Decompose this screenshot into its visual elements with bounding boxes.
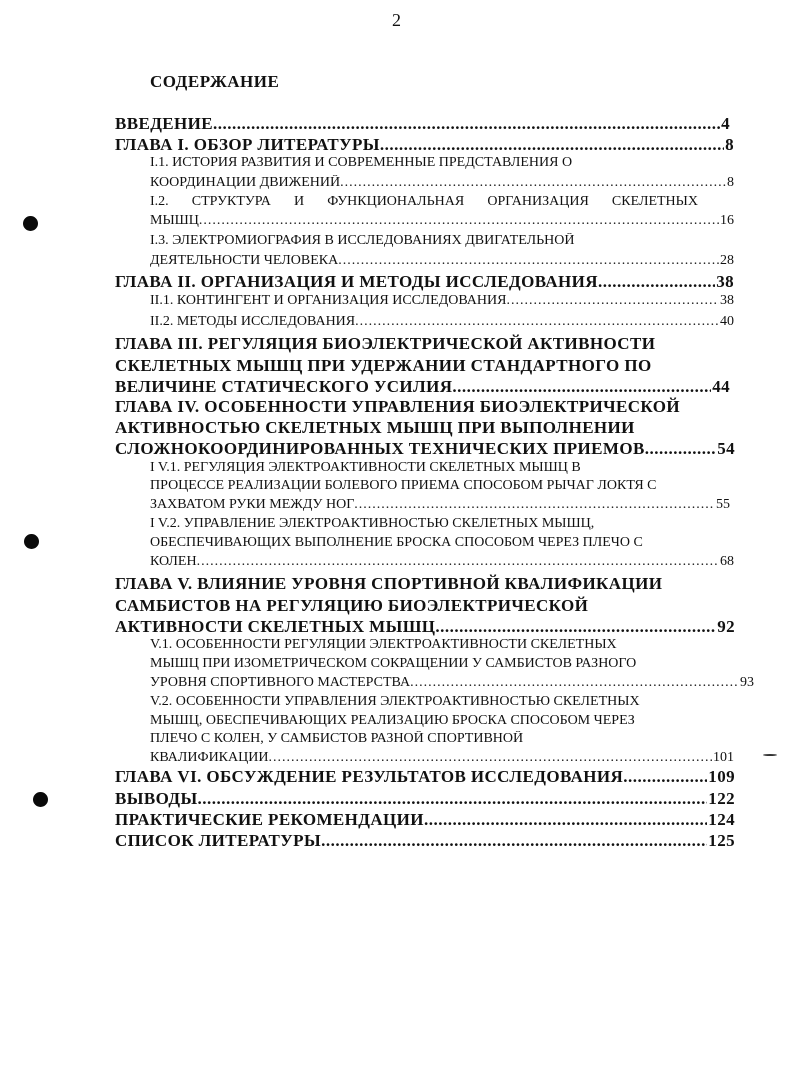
toc-entry-text: ОБЕСПЕЧИВАЮЩИХ ВЫПОЛНЕНИЕ БРОСКА СПОСОБОМ ЧЕРЕЗ ПЛЕЧО С [150, 535, 643, 550]
toc-entry-5-1-line1[interactable] [150, 637, 734, 653]
leader-dots [340, 175, 726, 191]
toc-page-number: 8 [725, 135, 734, 154]
leader-dots [354, 497, 715, 513]
toc-entry-text [150, 194, 698, 210]
toc-entry-text: КООРДИНАЦИИ ДВИЖЕНИЙ [150, 175, 341, 190]
toc-page-number: 125 [708, 831, 735, 850]
leader-dots [598, 272, 715, 292]
toc-entry-5-2-line4[interactable] [150, 750, 734, 766]
leader-dots [410, 675, 739, 691]
toc-entry-5-2-line2[interactable] [150, 713, 734, 729]
toc-page-number: 92 [717, 617, 735, 636]
toc-entry-4-2-line3[interactable] [150, 554, 734, 570]
page-number: 2 [392, 10, 401, 30]
toc-page-number: 28 [720, 253, 734, 268]
toc-entry-4-1-line3[interactable] [150, 497, 730, 513]
leader-dots [199, 213, 719, 229]
toc-page-number: 68 [720, 554, 734, 569]
toc-entry-text: КОЛЕН [150, 554, 197, 569]
toc-entry-chapter-3-line1[interactable] [115, 334, 715, 354]
toc-entry-chapter-4-line1[interactable] [115, 397, 725, 417]
toc-entry-1-3-line1[interactable] [150, 233, 730, 249]
toc-entry-text: ВЫВОДЫ [115, 789, 198, 808]
leader-dots [338, 253, 719, 269]
toc-page-number: 8 [727, 175, 734, 190]
toc-entry-text: I.1. ИСТОРИЯ РАЗВИТИЯ И СОВРЕМЕННЫЕ ПРЕДСТАВЛЕНИЯ О [150, 155, 573, 170]
toc-entry-text: ГЛАВА III. РЕГУЛЯЦИЯ БИОЭЛЕКТРИЧЕСКОЙ АКТИВНОСТИ [115, 334, 656, 353]
toc-entry-text: II.2. МЕТОДЫ ИССЛЕДОВАНИЯ [150, 314, 356, 329]
toc-page-number: 38 [720, 293, 734, 308]
toc-entry-1-2-line1[interactable] [150, 194, 698, 210]
toc-word: И [294, 194, 305, 209]
toc-page-number: 54 [717, 439, 735, 458]
toc-entry-1-3-line2[interactable] [150, 253, 734, 269]
leader-dots [198, 789, 708, 809]
toc-entry-chapter-2[interactable] [115, 272, 734, 292]
toc-word: ФУНКЦИОНАЛЬНАЯ [327, 194, 465, 209]
toc-entry-5-1-line2[interactable] [150, 656, 734, 672]
toc-entry-text: ПЛЕЧО С КОЛЕН, У САМБИСТОВ РАЗНОЙ СПОРТИВНОЙ [150, 731, 524, 746]
toc-entry-chapter-6[interactable] [115, 767, 735, 787]
toc-entry-text: ГЛАВА V. ВЛИЯНИЕ УРОВНЯ СПОРТИВНОЙ КВАЛИФИКАЦИИ [115, 574, 663, 593]
leader-dots [645, 439, 716, 459]
leader-dots [435, 617, 716, 637]
leader-dots [268, 750, 712, 766]
toc-entry-chapter-5-line1[interactable] [115, 574, 715, 594]
toc-entry-text: ВВЕДЕНИЕ [115, 114, 214, 133]
toc-entry-text: МЫШЦ [150, 213, 199, 228]
toc-entry-intro[interactable] [115, 114, 730, 134]
toc-entry-text: ГЛАВА IV. ОСОБЕННОСТИ УПРАВЛЕНИЯ БИОЭЛЕКТРИЧЕСКОЙ [115, 397, 680, 416]
toc-entry-text: ПРАКТИЧЕСКИЕ РЕКОМЕНДАЦИИ [115, 810, 424, 829]
toc-entry-text: УРОВНЯ СПОРТИВНОГО МАСТЕРСТВА [150, 675, 411, 690]
toc-entry-text: СПИСОК ЛИТЕРАТУРЫ [115, 831, 322, 850]
toc-entry-text: I.3. ЭЛЕКТРОМИОГРАФИЯ В ИССЛЕДОВАНИЯХ ДВИГАТЕЛЬНОЙ [150, 233, 575, 248]
leader-dots [355, 314, 719, 330]
toc-entry-text: АКТИВНОСТЬЮ СКЕЛЕТНЫХ МЫШЦ ПРИ ВЫПОЛНЕНИИ [115, 418, 635, 437]
toc-entry-references[interactable] [115, 831, 735, 851]
toc-entry-text: V.2. ОСОБЕННОСТИ УПРАВЛЕНИЯ ЭЛЕКТРОАКТИВНОСТЬЮ СКЕЛЕТНЫХ [150, 694, 640, 709]
toc-entry-conclusions[interactable] [115, 789, 735, 809]
toc-page-number: 109 [708, 767, 735, 786]
toc-entry-chapter-4-line2[interactable] [115, 418, 725, 438]
toc-entry-text: ГЛАВА II. ОРГАНИЗАЦИЯ И МЕТОДЫ ИССЛЕДОВАНИЯ [115, 272, 598, 291]
leader-dots [213, 114, 720, 134]
toc-entry-chapter-5-line3[interactable] [115, 617, 735, 637]
toc-entry-text: ПРОЦЕССЕ РЕАЛИЗАЦИИ БОЛЕВОГО ПРИЕМА СПОСОБОМ РЫЧАГ ЛОКТЯ С [150, 478, 657, 493]
toc-entry-1-1-line2[interactable] [150, 175, 734, 191]
toc-entry-1-1-line1[interactable] [150, 155, 730, 171]
toc-entry-text: ГЛАВА I. ОБЗОР ЛИТЕРАТУРЫ [115, 135, 380, 154]
leader-dots [452, 377, 711, 397]
toc-entry-2-1[interactable] [150, 293, 734, 309]
toc-word: СТРУКТУРА [191, 194, 271, 209]
toc-entry-chapter-5-line2[interactable] [115, 596, 715, 616]
leader-dots [424, 810, 707, 830]
toc-entry-4-2-line1[interactable] [150, 516, 734, 532]
toc-entry-text: АКТИВНОСТИ СКЕЛЕТНЫХ МЫШЦ [115, 617, 436, 636]
toc-entry-1-2-line2[interactable] [150, 213, 734, 229]
toc-page-number: 4 [721, 114, 730, 133]
toc-entry-text: СЛОЖНОКООРДИНИРОВАННЫХ ТЕХНИЧЕСКИХ ПРИЕМОВ [115, 439, 645, 458]
toc-page-number: 44 [712, 377, 730, 396]
toc-entry-4-1-line1[interactable] [150, 460, 734, 476]
leader-dots [506, 293, 719, 309]
leader-dots [380, 135, 724, 155]
toc-entry-text: КВАЛИФИКАЦИИ [150, 750, 269, 765]
toc-page-number: 124 [708, 810, 735, 829]
toc-word: ОРГАНИЗАЦИЯ [487, 194, 589, 209]
toc-page-number: 38 [716, 272, 734, 291]
toc-entry-text: V.1. ОСОБЕННОСТИ РЕГУЛЯЦИИ ЭЛЕКТРОАКТИВНОСТИ СКЕЛЕТНЫХ [150, 637, 617, 652]
toc-entry-chapter-3-line3[interactable] [115, 377, 730, 397]
toc-entry-5-2-line1[interactable] [150, 694, 740, 710]
leader-dots [321, 831, 707, 851]
toc-page-number: 16 [720, 213, 734, 228]
toc-entry-text: II.1. КОНТИНГЕНТ И ОРГАНИЗАЦИЯ ИССЛЕДОВАНИЯ [150, 293, 507, 308]
toc-word: СКЕЛЕТНЫХ [611, 194, 698, 209]
toc-entry-chapter-4-line3[interactable] [115, 439, 735, 459]
toc-entry-chapter-1[interactable] [115, 135, 734, 155]
toc-entry-recommendations[interactable] [115, 810, 735, 830]
toc-entry-5-1-line3[interactable] [150, 675, 754, 691]
toc-entry-text: СКЕЛЕТНЫХ МЫШЦ ПРИ УДЕРЖАНИИ СТАНДАРТНОГО ПО [115, 356, 652, 375]
toc-entry-2-2[interactable] [150, 314, 734, 330]
toc-entry-chapter-3-line2[interactable] [115, 356, 715, 376]
toc-entry-text: ГЛАВА VI. ОБСУЖДЕНИЕ РЕЗУЛЬТАТОВ ИССЛЕДОВАНИЯ [115, 767, 624, 786]
toc-page-number: 40 [720, 314, 734, 329]
toc-entry-text: ВЕЛИЧИНЕ СТАТИЧЕСКОГО УСИЛИЯ [115, 377, 453, 396]
toc-entry-text: I V.1. РЕГУЛЯЦИЯ ЭЛЕКТРОАКТИВНОСТИ СКЕЛЕТНЫХ МЫШЦ В [150, 460, 581, 475]
toc-entry-text: САМБИСТОВ НА РЕГУЛЯЦИЮ БИОЭЛЕКТРИЧЕСКОЙ [115, 596, 589, 615]
toc-entry-5-2-line3[interactable] [150, 731, 734, 747]
toc-title: СОДЕРЖАНИЕ [150, 72, 280, 91]
leader-dots [197, 554, 719, 570]
toc-entry-4-2-line2[interactable] [150, 535, 734, 551]
toc-entry-text: I V.2. УПРАВЛЕНИЕ ЭЛЕКТРОАКТИВНОСТЬЮ СКЕЛЕТНЫХ МЫШЦ, [150, 516, 595, 531]
toc-entry-text: МЫШЦ, ОБЕСПЕЧИВАЮЩИХ РЕАЛИЗАЦИЮ БРОСКА СПОСОБОМ ЧЕРЕЗ [150, 713, 635, 728]
toc-page-number: 55 [716, 497, 730, 512]
toc-entry-4-1-line2[interactable] [150, 478, 734, 494]
toc-page-number: 93 [740, 675, 754, 690]
toc-word: I.2. [150, 194, 169, 209]
toc-entry-text: МЫШЦ ПРИ ИЗОМЕТРИЧЕСКОМ СОКРАЩЕНИИ У САМБИСТОВ РАЗНОГО [150, 656, 637, 671]
toc-entry-text: ДЕЯТЕЛЬНОСТИ ЧЕЛОВЕКА [150, 253, 339, 268]
toc-page-number: 101 [713, 750, 734, 765]
toc-page-number: 122 [708, 789, 735, 808]
toc-entry-text: ЗАХВАТОМ РУКИ МЕЖДУ НОГ [150, 497, 355, 512]
leader-dots [623, 767, 707, 787]
